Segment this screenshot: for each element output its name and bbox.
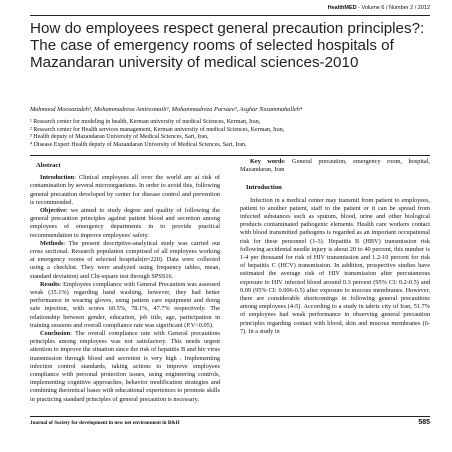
methods-label: Methods <box>40 239 64 247</box>
introduction-text: : Clinical employees all over the world are at risk of contamination by several microorganisms. In order to avoid this, following general precaution developed by center for disease control and prevention is recommended. <box>30 174 220 206</box>
affiliation: ¹ Research center for modeling in health, Kerman university of medical Sciences, Kerman, Iran, <box>30 119 261 125</box>
footer-journal: Journal of Society for development in new net environment in B&H <box>30 420 180 426</box>
page-number: 585 <box>418 419 430 426</box>
article-title: How do employees respect general precaution principles?: The case of emergency rooms of selected hospitals of Mazandaran university of medical sciences-2010 <box>30 20 425 71</box>
page-footer <box>30 416 430 429</box>
abstract-objective <box>30 207 220 240</box>
conclusion-text: : The overall compliance rate with General precautions principles among employees was not satisfactory. This needs urgent attention to improve the situation since the risk of hepatitis B and hiv virus transmission through blood and secretion is very high . Implementing infection control standards, taking actions to improve employees compliance with personal protection issues, using engineering controls, implementing cognitive approaches, behavior modification strategies and combining theoretical bases with educational experiences to promote skills in practicing standard principles of general precaution is necessary. <box>30 330 220 403</box>
results-text: : Employees compliance with General Precaution was assessed weak (35.1%) regarding hand washing, however, they had better performance in wearing gloves, using patient care equipment and doing safe injection, with scores 60.5%, 78.1%, 47.7% respectively. The relationship between gender, education, job title, age, participation in training sessions and overall compliance rate was significant (P.V<0.05). <box>30 280 220 329</box>
conclusion-label: Conclusion <box>40 330 71 338</box>
abstract-heading: Abstract <box>36 162 61 169</box>
results-label: Results <box>40 280 60 288</box>
abstract-methods <box>30 240 220 281</box>
objective-label: Objective <box>40 207 66 215</box>
objective-text: : we aimed to study degree and quality of following the general precaution principles against patient blood and secretion among employees of emergency departments in to provide practical recommendation to improve employees' safety. <box>30 207 220 239</box>
journal-name: HealthMED <box>327 5 357 11</box>
header-divider <box>30 155 430 156</box>
affiliations <box>30 119 430 149</box>
keywords-label: Key words <box>250 158 284 165</box>
introduction-label: Introduction <box>40 174 75 182</box>
introduction-heading: Introduction <box>246 184 282 192</box>
keywords <box>240 158 430 174</box>
affiliation: ⁴ Disease Expert Health deputy of Mazandaran University of Medical Sciences, Sari, Iran. <box>30 141 247 148</box>
introduction-body: Infection in a medical center may transmit from patient to employees, patient to another patient, staff to the patient or it can be spread from infected substances such as sputum, blood, urine and other biological products contaminated pathogenic elements. Health care workers contact with blood transmitted pathogens is regarded as an important occupational risk for these personnel (1-3). Hepatitis B (HBV) transmission risk following accidental needle injury is about 20 to 40 percent, this number is 1-4 per thousand for risk of HIV transmission and 1.2-10 percent for risk of hepatitis C (HCV) transmission. In addition, prospective studies have estimated the average risk of HIV transmission after percutaneous exposure to HIV infected blood around 0.3 percent (95% CI: 0.2-0.5) and 0.09 (95% CI: 0.006-0.5) after exposure to mucous membranes. However, there are considerable shortcomings in following general precautions among employees (4-5). According to a study in tabriz city of Iran, 51.7% of employees had weak performance in observing general precaution principles regarding contact with blood, skin and mucous membranes (6-7). In a study in <box>240 196 430 335</box>
abstract-conclusion <box>30 330 220 404</box>
affiliation: ² Research center for Health services management, Kerman university of medical Sciences, Kerman, Iran, <box>30 126 285 133</box>
abstract-column-left <box>30 158 220 404</box>
keywords-text: : General precaution, emergency room, hospital, Mazandaran, Iran <box>240 158 431 174</box>
author-list: Mahmood Moosazadeh¹, Mohammadreza Amiresmaili², Mohammadreza Parsaee³, Asghar Nezammahalleh⁴ <box>30 106 303 113</box>
abstract-results <box>30 281 220 330</box>
methods-text: : The present descriptive-analytical study was carried out cross sectional. Research population comprised of all employees working at emergency rooms of selected hospitals(n=220). Data were collected using a checklist. They were analyzed using frequency tables, mean, standard deviation) and Chi-square test through SPSS16. <box>30 239 220 280</box>
running-head <box>30 4 430 16</box>
column-right <box>240 158 430 336</box>
volume-issue: - Volume 6 / Number 2 / 2012 <box>356 5 430 11</box>
abstract-introduction <box>30 174 220 207</box>
affiliation: ³ Health deputy of Mazandaran University of Medical Sciences, Sari, Iran, <box>30 134 209 141</box>
